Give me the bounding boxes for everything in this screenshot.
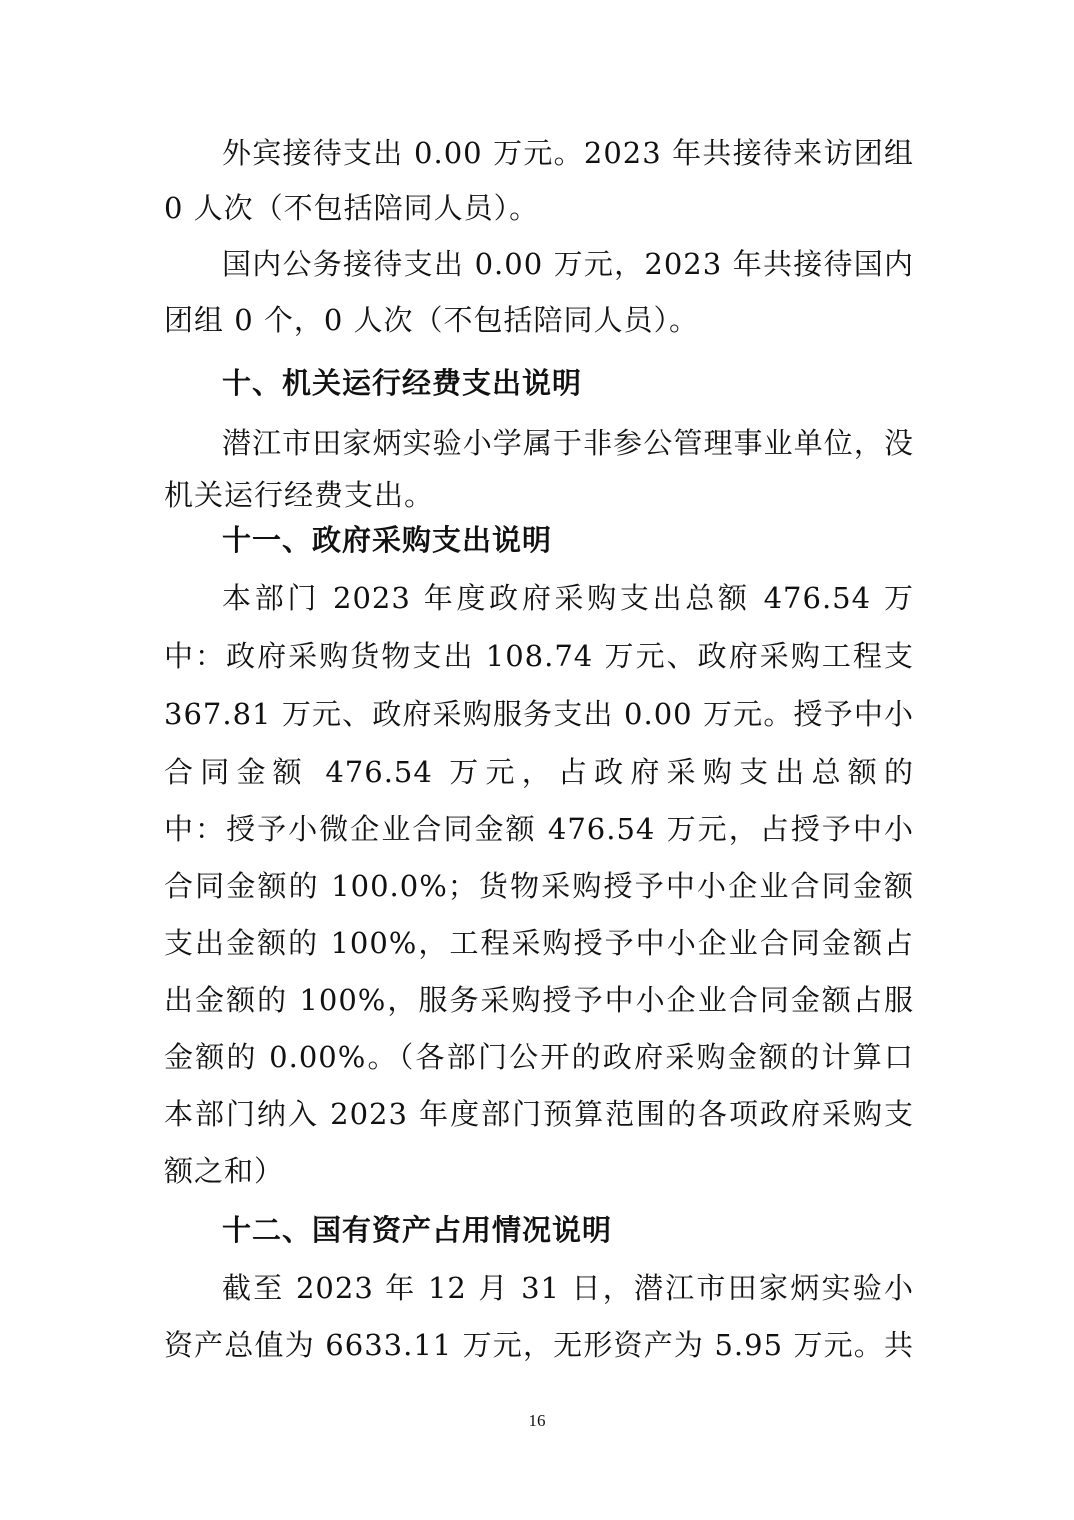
paragraph-line: 合同金额 476.54 万元，占政府采购支出总额的 — [164, 755, 914, 789]
paragraph-line: 外宾接待支出 0.00 万元。2023 年共接待来访团组 — [222, 136, 914, 170]
paragraph-line: 潜江市田家炳实验小学属于非参公管理事业单位，没 — [222, 426, 914, 460]
paragraph-line: 资产总值为 6633.11 万元，无形资产为 5.95 万元。共 — [164, 1328, 914, 1362]
page-number: 16 — [528, 1411, 546, 1430]
paragraph-line: 机关运行经费支出。 — [164, 478, 435, 512]
paragraph-line: 中：政府采购货物支出 108.74 万元、政府采购工程支 — [164, 639, 914, 673]
paragraph-line: 367.81 万元、政府采购服务支出 0.00 万元。授予中小 — [164, 697, 914, 731]
paragraph-line: 团组 0 个，0 人次（不包括陪同人员）。 — [164, 303, 700, 337]
paragraph-line: 合同金额的 100.0%；货物采购授予中小企业合同金额 — [164, 869, 914, 903]
paragraph-line: 截至 2023 年 12 月 31 日，潜江市田家炳实验小 — [222, 1271, 914, 1305]
section-heading: 十二、国有资产占用情况说明 — [222, 1213, 613, 1247]
paragraph-line: 0 人次（不包括陪同人员）。 — [164, 191, 540, 225]
paragraph-line: 国内公务接待支出 0.00 万元，2023 年共接待国内 — [222, 247, 914, 281]
paragraph-line: 中：授予小微企业合同金额 476.54 万元，占授予中小 — [164, 812, 914, 846]
section-heading: 十一、政府采购支出说明 — [222, 523, 553, 557]
paragraph-line: 支出金额的 100%，工程采购授予中小企业合同金额占 — [164, 926, 914, 960]
paragraph-line: 出金额的 100%，服务采购授予中小企业合同金额占服 — [164, 983, 914, 1017]
paragraph-line: 本部门纳入 2023 年度部门预算范围的各项政府采购支 — [164, 1097, 914, 1131]
paragraph-line: 额之和） — [164, 1154, 285, 1188]
section-heading: 十、机关运行经费支出说明 — [222, 366, 583, 400]
paragraph-line: 金额的 0.00%。（各部门公开的政府采购金额的计算口 — [164, 1040, 914, 1074]
paragraph-line: 本部门 2023 年度政府采购支出总额 476.54 万 — [222, 581, 914, 615]
